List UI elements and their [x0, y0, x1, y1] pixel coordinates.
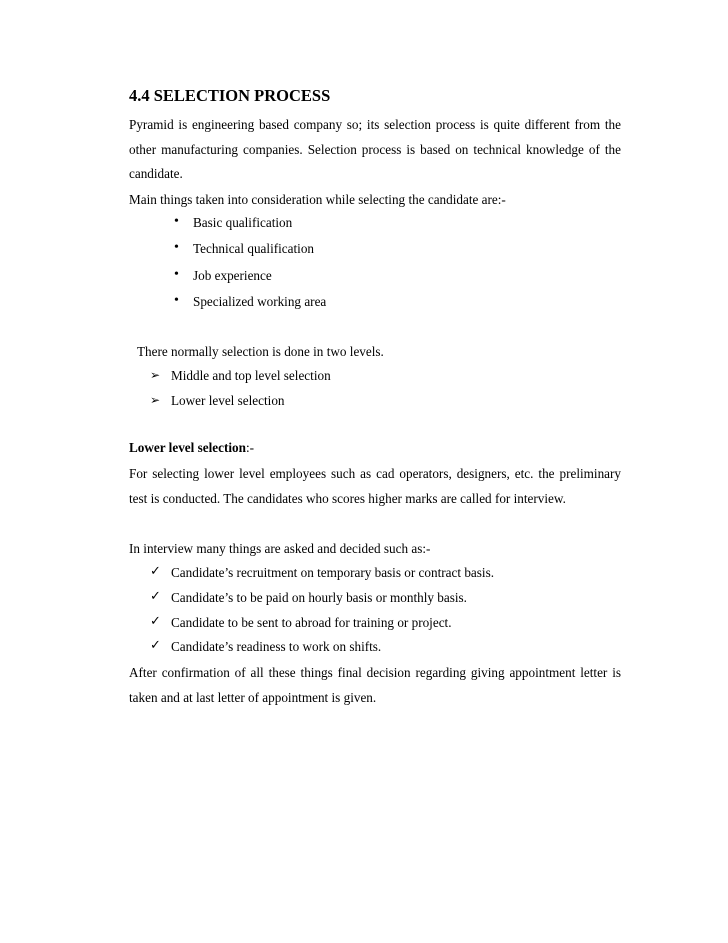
levels-lead: There normally selection is done in two levels. — [137, 344, 384, 359]
lower-level-description: For selecting lower level employees such as cad operators, designers, etc. the preliminary test is conducted. The candidates who scores higher marks are called for interview. — [129, 466, 621, 506]
criteria-lead: Main things taken into consideration while selecting the candidate are:- — [129, 192, 506, 207]
interview-item-label: Candidate’s readiness to work on shifts. — [171, 639, 382, 654]
level-item-label: Middle and top level selection — [171, 368, 331, 383]
criteria-item-label: Job experience — [193, 268, 272, 283]
criteria-item-label: Basic qualification — [193, 215, 293, 230]
check-mark-icon: ✓ — [150, 638, 161, 653]
intro-paragraph: Pyramid is engineering based company so; its selection process is quite different from the other manufacturing companies. Selection process is based on technical knowledge of the candidate. — [129, 117, 621, 181]
conclusion-paragraph: After confirmation of all these things final decision regarding giving appointment letter is taken and at last letter of appointment is given. — [129, 665, 621, 705]
interview-item-label: Candidate’s recruitment on temporary basis or contract basis. — [171, 565, 494, 580]
round-bullet-icon: • — [174, 293, 179, 308]
criteria-item-label: Technical qualification — [193, 241, 315, 256]
check-mark-icon: ✓ — [150, 614, 161, 629]
round-bullet-icon: • — [174, 240, 179, 255]
section-heading: 4.4 SELECTION PROCESS — [129, 86, 331, 105]
criteria-item-label: Specialized working area — [193, 294, 327, 309]
check-mark-icon: ✓ — [150, 564, 161, 579]
lower-level-subheading — [129, 440, 254, 456]
round-bullet-icon: • — [174, 267, 179, 282]
lower-level-title: Lower level selection — [129, 440, 246, 455]
lower-level-title-suffix: :- — [245, 440, 255, 455]
level-item-label: Lower level selection — [171, 393, 285, 408]
interview-item-label: Candidate to be sent to abroad for training or project. — [171, 615, 452, 630]
arrowhead-bullet-icon: ➢ — [150, 368, 161, 382]
check-mark-icon: ✓ — [150, 589, 161, 604]
round-bullet-icon: • — [174, 214, 179, 229]
interview-item-label: Candidate’s to be paid on hourly basis or monthly basis. — [171, 590, 467, 605]
arrowhead-bullet-icon: ➢ — [150, 393, 161, 407]
interview-lead: In interview many things are asked and decided such as:- — [129, 541, 431, 556]
